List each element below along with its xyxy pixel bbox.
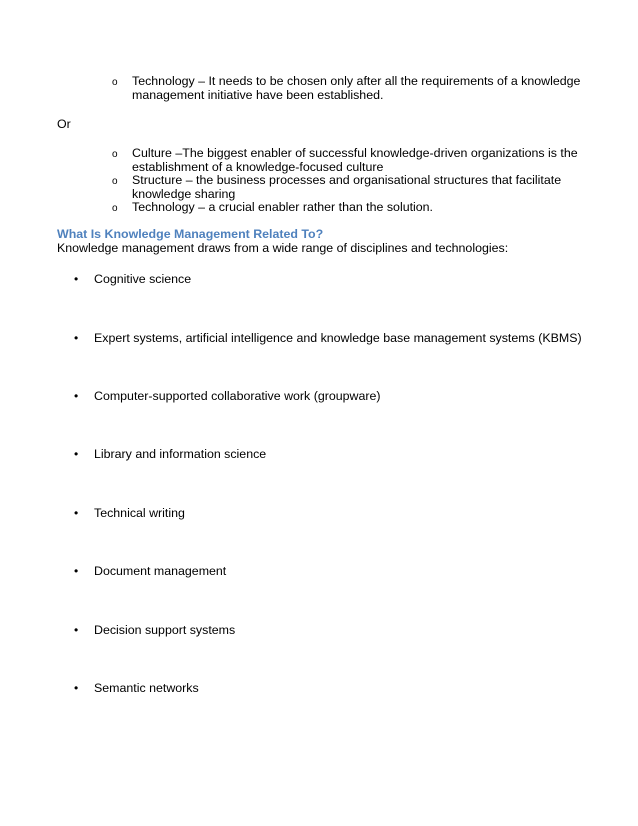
bullet-icon: •: [74, 389, 79, 403]
bullet-icon: •: [74, 506, 79, 520]
list-item: [112, 174, 582, 201]
circle-bullet-icon: o: [112, 176, 118, 187]
list-item-text: Semantic networks: [94, 681, 199, 695]
list-item-text: Expert systems, artificial intelligence and knowledge base management systems (KBMS): [94, 331, 582, 345]
or-separator: Or: [57, 117, 71, 131]
list-item-text: Technical writing: [94, 506, 185, 520]
circle-bullet-icon: o: [112, 77, 118, 88]
list-item: [112, 201, 582, 215]
list-item-text: Cognitive science: [94, 272, 192, 286]
intro-paragraph: Knowledge management draws from a wide range of disciplines and technologies:: [57, 241, 509, 255]
bullet-icon: •: [74, 623, 79, 637]
list-item-text: Library and information science: [94, 447, 267, 461]
list-item-text: Technology – It needs to be chosen only after all the requirements of a knowledge management initiative have been established.: [132, 74, 581, 102]
bullet-icon: •: [74, 681, 79, 695]
section-heading: What Is Knowledge Management Related To?: [57, 227, 324, 241]
list-item: [112, 147, 582, 174]
bullet-icon: •: [74, 564, 79, 578]
list-item-text: Document management: [94, 564, 227, 578]
circle-bullet-icon: o: [112, 203, 118, 214]
list-item-text: Computer-supported collaborative work (groupware): [94, 389, 381, 403]
bullet-icon: •: [74, 447, 79, 461]
list-item-text: Structure – the business processes and organisational structures that facilitate knowledge sharing: [132, 173, 562, 201]
list-item-text: Decision support systems: [94, 623, 236, 637]
list-item-text: Culture –The biggest enabler of successful knowledge-driven organizations is the establishment of a knowledge-focused culture: [132, 146, 578, 174]
list-item: [112, 75, 582, 102]
bullet-icon: •: [74, 272, 79, 286]
approach-list-2: [112, 147, 582, 215]
approach-list-1: [112, 75, 582, 102]
circle-bullet-icon: o: [112, 149, 118, 160]
bullet-icon: •: [74, 331, 79, 345]
list-item-text: Technology – a crucial enabler rather than the solution.: [132, 200, 434, 214]
